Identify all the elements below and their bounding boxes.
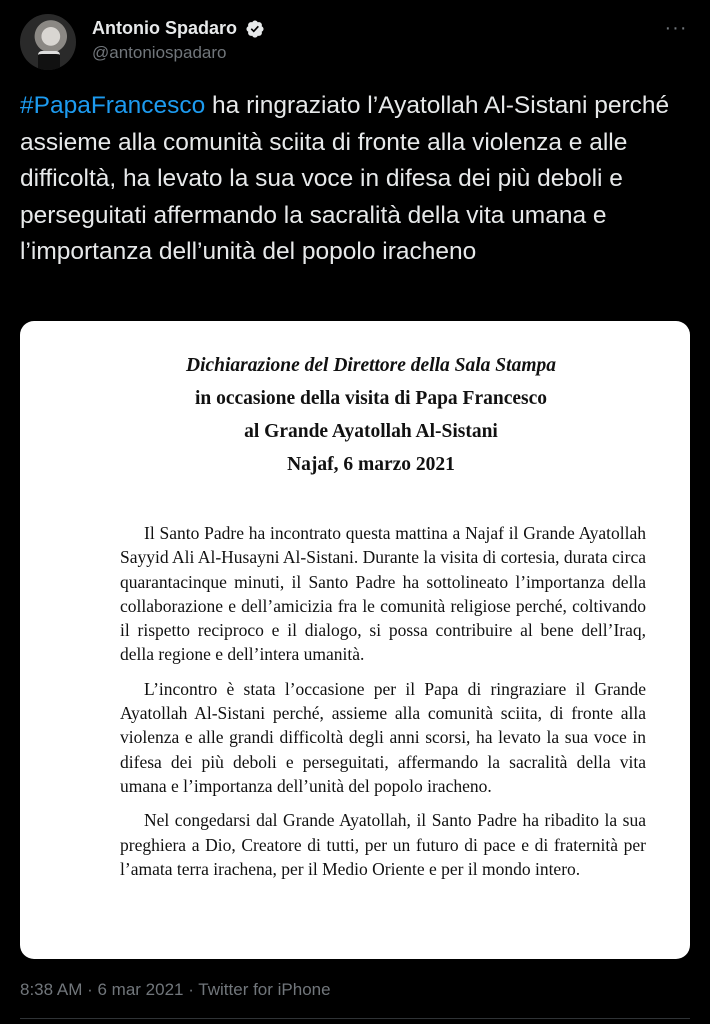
- tweet-body: ha ringraziato l’Ayatollah Al-Sistani perché assieme alla comunità sciita di fronte alla violenza e alle difficoltà, ha levato la sua voce in difesa dei più deboli e perseguitati affermando la sacralità della vita umana e l’importanza dell’unità del popolo iracheno: [20, 92, 670, 265]
- document-paragraph: L’incontro è stata l’occasione per il Papa di ringraziare il Grande Ayatollah Al-Sistani perché, assieme alla comunità sciita, di fronte alla violenza e alle grandi difficoltà degli anni scorsi, ha levato la sua voce in difesa dei più deboli e perseguitati, affermando la sacralità della vita umana e l’importanza dell’unità del popolo iracheno.: [120, 678, 646, 796]
- tweet-footer: [20, 980, 331, 1000]
- tweet-text: [20, 88, 692, 271]
- press-statement-document: [120, 341, 646, 891]
- tweet-date[interactable]: 6 mar 2021: [97, 980, 184, 999]
- document-title-line-4: Najaf, 6 marzo 2021: [287, 454, 455, 475]
- author-handle[interactable]: @antoniospadaro: [92, 43, 227, 62]
- avatar-collar: [38, 51, 60, 70]
- avatar[interactable]: [20, 14, 76, 70]
- divider: [20, 1018, 690, 1019]
- tweet-source[interactable]: Twitter for iPhone: [198, 980, 331, 999]
- document-title-line-2: in occasione della visita di Papa Francesco: [194, 388, 548, 409]
- footer-separator: ·: [82, 980, 98, 999]
- author-block: [92, 18, 265, 63]
- document-title: [80, 349, 662, 481]
- more-options-icon[interactable]: ···: [664, 17, 688, 39]
- document-paragraph: Il Santo Padre ha incontrato questa mattina a Najaf il Grande Ayatollah Sayyid Ali Al-Husayni Al-Sistani. Durante la visita di cortesia, durata circa quarantacinque minuti, il Santo Padre ha sottolineato l’importanza della collaborazione e dell’amicizia fra le comunità religiose perché, coltivando il rispetto reciproco e il dialogo, si possa contribuire al bene dell’Iraq, della regione e dell’intera umanità.: [120, 523, 646, 665]
- document-title-line-3: al Grande Ayatollah Al-Sistani: [244, 421, 498, 442]
- tweet-header: [20, 14, 690, 74]
- author-display-name[interactable]: Antonio Spadaro: [92, 18, 237, 38]
- verified-badge-icon: [245, 19, 265, 39]
- attached-image[interactable]: [20, 321, 690, 959]
- document-paragraph: Nel congedarsi dal Grande Ayatollah, il Santo Padre ha ribadito la sua preghiera a Dio, Creatore di tutti, per un futuro di pace e di fraternità per l’amata terra irachena, per il Medio Oriente e per il mondo intero.: [120, 810, 646, 879]
- tweet-time[interactable]: 8:38 AM: [20, 980, 83, 999]
- hashtag-link[interactable]: #PapaFrancesco: [20, 92, 206, 119]
- footer-separator: ·: [183, 980, 199, 999]
- document-title-line-1: Dichiarazione del Direttore della Sala Stampa: [186, 355, 556, 376]
